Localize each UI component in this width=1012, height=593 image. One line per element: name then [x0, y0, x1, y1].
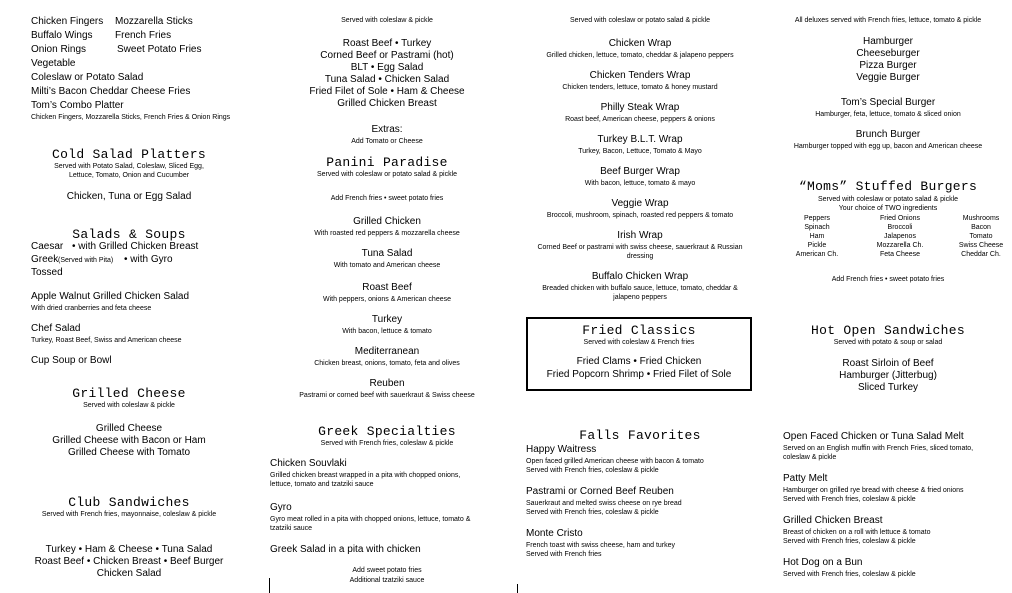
ingredient: Swiss Cheese	[958, 242, 1004, 249]
section-title-grilled-cheese: Grilled Cheese	[72, 386, 186, 401]
column-sandwiches-panini	[258, 0, 516, 593]
column-divider	[269, 578, 270, 593]
ingredient: Spinach	[804, 224, 830, 231]
menu-item: Grilled Chicken Breast	[337, 98, 437, 109]
menu-item: Hamburger (Jitterbug)	[839, 370, 937, 381]
menu-item: Roast Beef	[362, 282, 412, 293]
menu-item-desc: French toast with swiss cheese, ham and turkey	[526, 542, 676, 549]
menu-item: Roast Beef • Turkey	[342, 38, 432, 49]
menu-item-desc: Pastrami or corned beef with sauerkraut & Swiss cheese	[299, 392, 475, 399]
menu-item: Irish Wrap	[617, 230, 663, 241]
side-item: Tom’s Combo Platter	[31, 100, 124, 111]
menu-item: Tuna Salad • Chicken Salad	[324, 74, 450, 85]
menu-item: Chicken Wrap	[608, 38, 672, 49]
menu-item-desc: Hamburger, feta, lettuce, tomato & sliced onion	[815, 111, 961, 118]
menu-item: Monte Cristo	[526, 528, 583, 539]
extras-label: Extras:	[371, 124, 403, 135]
section-note: Served with coleslaw or potato salad & pickle	[316, 171, 458, 178]
column-divider	[517, 584, 518, 593]
section-title-greek: Greek Specialties	[318, 424, 456, 439]
section-note: Served with French fries, coleslaw & pickle	[320, 440, 454, 447]
menu-item: Reuben	[369, 378, 405, 389]
section-title-falls: Falls Favorites	[579, 428, 701, 443]
menu-item-desc: Corned Beef or pastrami with swiss cheese, sauerkraut & Russian	[537, 244, 743, 251]
menu-item-desc: coleslaw & pickle	[783, 454, 837, 461]
menu-item-desc: Breast of chicken on a roll with lettuce & tomato	[783, 529, 931, 536]
menu-item-desc: Hamburger on grilled rye bread with cheese & fried onions	[783, 487, 964, 494]
side-item: Onion Rings	[31, 44, 87, 55]
menu-item-desc: With dried cranberries and feta cheese	[31, 305, 152, 312]
menu-item-desc: Chicken tenders, lettuce, tomato & honey mustard	[562, 84, 718, 91]
ingredient: Feta Cheese	[879, 251, 921, 258]
side-item: Mozzarella Sticks	[115, 16, 193, 27]
menu-item: Tom’s Special Burger	[840, 97, 936, 108]
menu-item: Grilled Chicken Breast	[783, 515, 883, 526]
menu-item: Chicken, Tuna or Egg Salad	[66, 191, 192, 202]
ingredient-column	[786, 214, 848, 259]
menu-item: Tossed	[31, 267, 63, 278]
side-item: Milti’s Bacon Cheddar Cheese Fries	[31, 86, 191, 97]
ingredient: Jalapenos	[884, 233, 916, 240]
fried-classics-box	[526, 317, 752, 391]
section-title-cold-salad: Cold Salad Platters	[52, 147, 206, 162]
menu-item: Roast Sirloin of Beef	[842, 358, 934, 369]
menu-item-option: • with Grilled Chicken Breast	[72, 241, 199, 252]
menu-item: Greek Salad in a pita with chicken	[270, 544, 421, 555]
column-burgers	[764, 0, 1012, 593]
section-note: Lettuce, Tomato, Onion and Cucumber	[68, 172, 190, 179]
menu-item-desc: With tomato and American cheese	[333, 262, 441, 269]
menu-item: Grilled Cheese with Bacon or Ham	[52, 435, 206, 446]
ingredient-column	[860, 214, 940, 259]
section-title-fried: Fried Classics	[582, 323, 696, 338]
ingredient: Broccoli	[887, 224, 913, 231]
menu-item: Apple Walnut Grilled Chicken Salad	[31, 291, 190, 302]
menu-item: Fried Filet of Sole • Ham & Cheese	[309, 86, 465, 97]
menu-item: Chicken Souvlaki	[270, 458, 347, 469]
menu-item-desc: tzatziki sauce	[270, 525, 313, 532]
column-sides-salads	[0, 0, 258, 593]
menu-item: Buffalo Chicken Wrap	[591, 271, 689, 282]
add-on-note: Add sweet potato fries	[352, 567, 422, 574]
menu-item: Pastrami or Corned Beef Reuben	[526, 486, 674, 497]
ingredient: American Ch.	[795, 251, 839, 258]
menu-item: Turkey	[371, 314, 403, 325]
side-item: Chicken Fingers	[31, 16, 104, 27]
menu-item-desc: With bacon, lettuce, tomato & mayo	[584, 180, 696, 187]
section-note: Served with Potato Salad, Coleslaw, Sliced Egg,	[54, 163, 204, 170]
menu-item-desc: Grilled chicken breast wrapped in a pita with chopped onions,	[270, 472, 461, 479]
menu-item: Pizza Burger	[859, 60, 917, 71]
add-on-note: Add French fries • sweet potato fries	[831, 276, 945, 283]
menu-item: Chicken Tenders Wrap	[589, 70, 691, 81]
menu-item: Fried Clams • Fried Chicken	[576, 356, 702, 367]
section-title-moms: “Moms” Stuffed Burgers	[798, 179, 978, 194]
menu-item-desc: Breaded chicken with buffalo sauce, lettuce, tomato, cheddar &	[542, 285, 738, 292]
menu-item-desc: Gyro meat rolled in a pita with chopped onions, lettuce, tomato &	[270, 516, 471, 523]
menu-item-desc: Chicken breast, onions, tomato, feta and olives	[314, 360, 460, 367]
side-item: Sweet Potato Fries	[117, 44, 202, 55]
menu-item: Hamburger	[862, 36, 914, 47]
menu-item: Gyro	[270, 502, 292, 513]
side-item: Buffalo Wings	[31, 30, 93, 41]
menu-item-desc: jalapeno peppers	[613, 294, 667, 301]
menu-item: Hot Dog on a Bun	[783, 557, 863, 568]
ingredient: Mozzarella Ch.	[876, 242, 924, 249]
ingredient: Cheddar Ch.	[961, 251, 1001, 258]
menu-item-desc: With bacon, lettuce & tomato	[342, 328, 432, 335]
menu-item-desc: Served with French fries, coleslaw & pickle	[783, 538, 916, 545]
menu-item-desc: With roasted red peppers & mozzarella cheese	[314, 230, 460, 237]
menu-item: Grilled Cheese with Tomato	[67, 447, 191, 458]
menu-item-option: • with Gyro	[124, 254, 173, 265]
menu-item-desc: Turkey, Bacon, Lettuce, Tomato & Mayo	[578, 148, 702, 155]
section-note: Served with French fries, mayonnaise, coleslaw & pickle	[41, 511, 217, 518]
side-item: French Fries	[115, 30, 172, 41]
menu-item: Beef Burger Wrap	[600, 166, 680, 177]
section-title-panini: Panini Paradise	[326, 155, 448, 170]
menu-item: Greek	[31, 254, 59, 265]
menu-item: Corned Beef or Pastrami (hot)	[320, 50, 454, 61]
menu-item-desc: Served on an English muffin with French Fries, sliced tomato,	[783, 445, 974, 452]
section-title-club: Club Sandwiches	[68, 495, 190, 510]
section-title-hot-open: Hot Open Sandwiches	[811, 323, 965, 338]
menu-item: Veggie Wrap	[611, 198, 669, 209]
menu-item: BLT • Egg Salad	[350, 62, 424, 73]
menu-item: Roast Beef • Chicken Breast • Beef Burger	[34, 556, 224, 567]
menu-item: Chef Salad	[31, 323, 81, 334]
menu-item: Caesar	[31, 241, 64, 252]
menu-item-desc: Served with French fries, coleslaw & pickle	[783, 571, 916, 578]
menu-item-desc: Sauerkraut and melted swiss cheese on rye bread	[526, 500, 682, 507]
menu-item-desc: Served with French fries, coleslaw & pickle	[783, 496, 916, 503]
menu-item-desc: Served with French fries, coleslaw & pickle	[526, 509, 659, 516]
menu-item-desc: Broccoli, mushroom, spinach, roasted red peppers & tomato	[546, 212, 734, 219]
menu-item: Cup Soup or Bowl	[31, 355, 112, 366]
section-note: All deluxes served with French fries, lettuce, tomato & pickle	[794, 17, 982, 24]
section-note: Served with coleslaw & pickle	[341, 17, 433, 24]
menu-item: Turkey B.L.T. Wrap	[597, 134, 683, 145]
menu-item: Chicken Salad	[96, 568, 162, 579]
column-wraps	[516, 0, 764, 593]
menu-item-desc: Served with French fries	[526, 551, 602, 558]
menu-item-desc: With peppers, onions & American cheese	[322, 296, 451, 303]
menu-item: Turkey • Ham & Cheese • Tuna Salad	[45, 544, 213, 555]
menu-item-desc: Served with French fries, coleslaw & pickle	[526, 467, 659, 474]
ingredient: Tomato	[969, 233, 993, 240]
combo-description: Chicken Fingers, Mozzarella Sticks, French Fries & Onion Rings	[31, 114, 231, 121]
extras-desc: Add Tomato or Cheese	[351, 138, 423, 145]
ingredient: Fried Onions	[879, 215, 921, 222]
add-on-note: Add French fries • sweet potato fries	[330, 195, 444, 202]
ingredient-column	[950, 214, 1012, 259]
ingredient: Pickle	[807, 242, 827, 249]
section-note: Your choice of TWO ingredients	[838, 205, 938, 212]
menu-item-desc: Open faced grilled American cheese with bacon & tomato	[526, 458, 704, 465]
menu-item: Brunch Burger	[855, 129, 921, 140]
menu-item: Tuna Salad	[361, 248, 413, 259]
menu-item: Happy Waitress	[526, 444, 597, 455]
side-item: Coleslaw or Potato Salad	[31, 72, 144, 83]
menu-item: Mediterranean	[354, 346, 420, 357]
menu-item: Sliced Turkey	[857, 382, 919, 393]
menu-item: Grilled Cheese	[95, 423, 163, 434]
section-title-salads: Salads & Soups	[72, 227, 186, 242]
menu-item: Grilled Chicken	[353, 216, 421, 227]
ingredient: Mushrooms	[962, 215, 1000, 222]
add-on-note: Additional tzatziki sauce	[349, 577, 425, 584]
ingredient: Bacon	[971, 224, 991, 231]
menu-item: Patty Melt	[783, 473, 828, 484]
menu-item: Cheeseburger	[856, 48, 920, 59]
menu-item: Philly Steak Wrap	[600, 102, 680, 113]
section-note: Served with coleslaw & pickle	[83, 402, 175, 409]
menu-item-desc: dressing	[626, 253, 654, 260]
ingredient: Ham	[809, 233, 825, 240]
menu-item-desc: Turkey, Roast Beef, Swiss and American cheese	[31, 337, 182, 344]
menu-item-desc: lettuce, tomato and tzatziki sauce	[270, 481, 374, 488]
menu-item-desc: Roast beef, American cheese, peppers & onions	[565, 116, 715, 123]
section-note: Served with coleslaw or potato salad & pickle	[569, 17, 711, 24]
side-item: Vegetable	[31, 58, 76, 69]
ingredient: Peppers	[803, 215, 831, 222]
section-note: Served with coleslaw & French fries	[583, 339, 695, 346]
menu-item-desc: Grilled chicken, lettuce, tomato, cheddar & jalapeno peppers	[546, 52, 734, 59]
section-note: Served with potato & soup or salad	[833, 339, 943, 346]
menu-item: Veggie Burger	[856, 72, 920, 83]
section-note: Served with coleslaw or potato salad & pickle	[817, 196, 959, 203]
menu-item: Fried Popcorn Shrimp • Fried Filet of Sole	[546, 369, 732, 380]
menu-item: Open Faced Chicken or Tuna Salad Melt	[783, 431, 964, 442]
menu-item-desc: Hamburger topped with egg up, bacon and American cheese	[793, 143, 983, 150]
menu-item-note: (Served with Pita)	[58, 257, 114, 264]
